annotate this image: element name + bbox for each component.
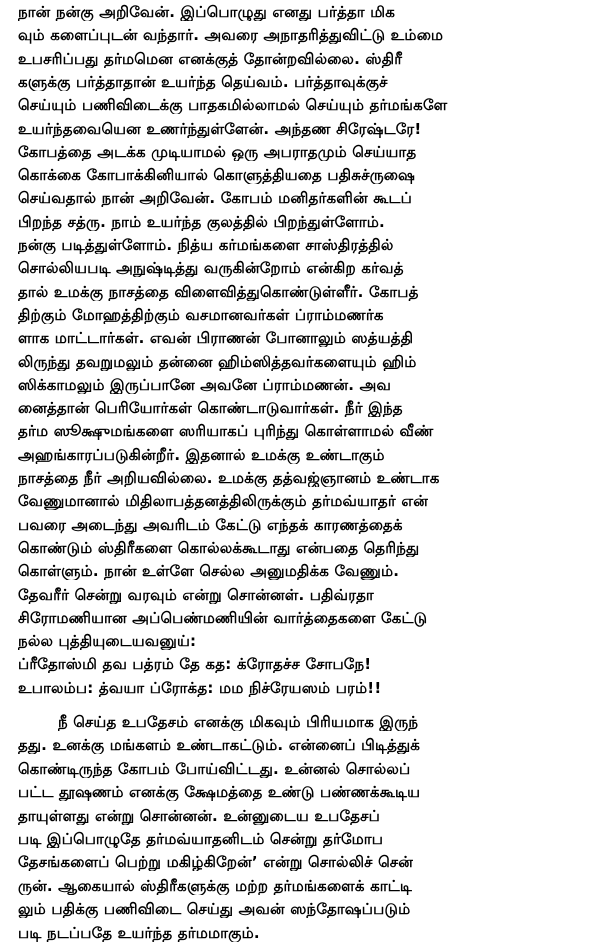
paragraph-1-line-24: கொண்டும் ஸ்திரீகளை கொல்லக்கூடாது என்பதை தெரிந்து bbox=[18, 538, 420, 557]
paragraph-1-line-7: கோபத்தை அடக்க முடியாமல் ஒரு அபராதமும் செய்யாத bbox=[18, 142, 417, 161]
paragraph-1-line-3: உபசரிப்பது தர்மமென எனக்குத் தோன்றவில்லை. ஸ்திரீ bbox=[18, 49, 403, 68]
paragraph-1-line-16: லிருந்து தவறுமலும் தன்னை ஹிம்ஸித்தவர்களையும் ஹிம் bbox=[18, 352, 417, 371]
paragraph-1-line-21: நாசத்தை நீர் அறியவில்லை. உமக்கு தத்வஜ்ஞானம் உண்டாக bbox=[18, 469, 440, 487]
paragraph-2-line-9: லும் பதிக்கு பணிவிடை செய்து அவன் ஸந்தோஷப்படும் bbox=[18, 900, 411, 919]
paragraph-1-line-2: வும் களைப்புடன் வந்தார். அவரை அநாதரித்துவிட்டு உம்மை bbox=[18, 26, 444, 45]
paragraph-1-line-25: கொள்ளும். நான் உள்ளே செல்ல அனுமதிக்க வேணும். bbox=[18, 562, 400, 581]
verse-line-2: உபாலம்ப: த்வயா ப்ரோக்த: மம நிச்ரேயஸம் பரம்!! bbox=[18, 679, 382, 697]
paragraph-1-line-1: நான் நன்கு அறிவேன். இப்பொழுது எனது பர்த்தா மிக bbox=[18, 3, 396, 21]
paragraph-1-line-12: சொல்லியபடி அநுஷ்டித்து வருகின்றோம் என்கிற கர்வத் bbox=[18, 259, 404, 278]
paragraph-1-line-13: தால் உமக்கு நாசத்தை விளைவித்துகொண்டுள்ளீர். கோபத் bbox=[18, 282, 419, 301]
verse-line-1: ப்ரீதோஸ்மி தவ பத்ரம் தே கத: க்ரோதச்ச சோபநே! bbox=[18, 655, 372, 673]
paragraph-1-line-26: தேவரீர் சென்று வரவும் என்று சொன்னள். பதிவ்ரதா bbox=[18, 585, 374, 604]
paragraph-1-line-17: ஸிக்காமலும் இருப்பானே அவனே ப்ராம்மணன். அவ bbox=[18, 375, 392, 394]
paragraph-1-line-6: உயர்ந்தவையென உணர்ந்துள்ளேன். அந்தண சிரேஷ்டரே! bbox=[18, 119, 422, 138]
paragraph-1-line-8: கொக்கை கோபாக்கினியால் கொளுத்தியதை பதிசுச்ருஷை bbox=[18, 166, 415, 185]
paragraph-1-line-28: நல்ல புத்தியுடையவனுய்: bbox=[18, 632, 197, 651]
paragraph-2-line-6: படி இப்பொழுதே தர்மவ்யாதனிடம் சென்று தர்மோப bbox=[18, 830, 384, 848]
paragraph-1-line-15: ளாக மாட்டார்கள். எவன் பிராணன் போனாலும் ஸத்யத்தி bbox=[18, 329, 414, 348]
paragraph-1-line-23: பவரை அடைந்து அவரிடம் கேட்டு எந்தக் காரணத்தைக் bbox=[18, 515, 403, 534]
paragraph-1-line-14: திற்கும் மோஹத்திற்கும் வசமானவர்கள் ப்ராம்மணர்க bbox=[18, 305, 384, 324]
paragraph-1-line-9: செய்வதால் நான் அறிவேன். கோபம் மனிதர்களின் கூடப் bbox=[18, 189, 413, 208]
paragraph-2-line-3: கொண்டிருந்த கோபம் போய்விட்டது. உன்னல் சொல்லப் bbox=[18, 759, 411, 778]
paragraph-1-line-11: நன்கு படித்துள்ளோம். நித்ய கர்மங்களை சாஸ்திரத்தில் bbox=[18, 236, 394, 254]
paragraph-1-line-5: செய்யும் பணிவிடைக்கு பாதகமில்லாமல் செய்யும் தர்மங்களே bbox=[18, 96, 448, 115]
paragraph-1-line-27: சிரோமணியான அப்பெண்மணியின் வார்த்தைகளை கேட்டு bbox=[18, 608, 428, 627]
paragraph-2-line-8: ருன். ஆகையால் ஸ்திரீகளுக்கு மற்ற தர்மங்களைக் காட்டி bbox=[18, 876, 413, 895]
paragraph-2-line-2: தது. உனக்கு மங்களம் உண்டாகட்டும். என்னைப் பிடித்துக் bbox=[18, 736, 421, 755]
paragraph-1-line-19: தர்ம ஸூக்ஷுமங்களை ஸரியாகப் புரிந்து கொள்ளாமல் வீண் bbox=[18, 422, 434, 441]
paragraph-1-line-18: னைத்தான் பெரியோர்கள் கொண்டாடுவார்கள். நீர் இந்த bbox=[18, 399, 403, 418]
paragraph-2-line-5: தாயுள்ளது என்று சொன்னன். உன்னுடைய உபதேசப் bbox=[18, 806, 380, 825]
paragraph-2-line-10: படி நடப்பதே உயர்ந்த தர்மமாகும். bbox=[18, 923, 260, 942]
paragraph-2-line-7: தேசங்களைப் பெற்று மகிழ்கிறேன்’ என்று சொல்லிச் சென் bbox=[18, 853, 414, 872]
paragraph-1-line-4: களுக்கு பர்த்தாதான் உயர்ந்த தெய்வம். பர்த்தாவுக்குச் bbox=[18, 72, 388, 91]
paragraph-2-line-4: பட்ட தூஷணம் எனக்கு க்ஷேமத்தை உண்டு பண்ணக்கூடிய bbox=[18, 783, 421, 802]
paragraph-1-line-22: வேணுமானால் மிதிலாபத்தனத்திலிருக்கும் தர்மவ்யாதர் என் bbox=[18, 492, 428, 511]
paragraph-2-line-1: நீ செய்த உபதேசம் எனக்கு மிகவும் பிரியமாக இருந் bbox=[58, 713, 419, 731]
paragraph-1-line-20: அஹங்காரப்படுகின்றீர். இதனால் உமக்கு உண்டாகும் bbox=[18, 445, 385, 464]
paragraph-1-line-10: பிறந்த சத்ரு. நாம் உயர்ந்த குலத்தில் பிறந்துள்ளோம். bbox=[18, 212, 385, 231]
